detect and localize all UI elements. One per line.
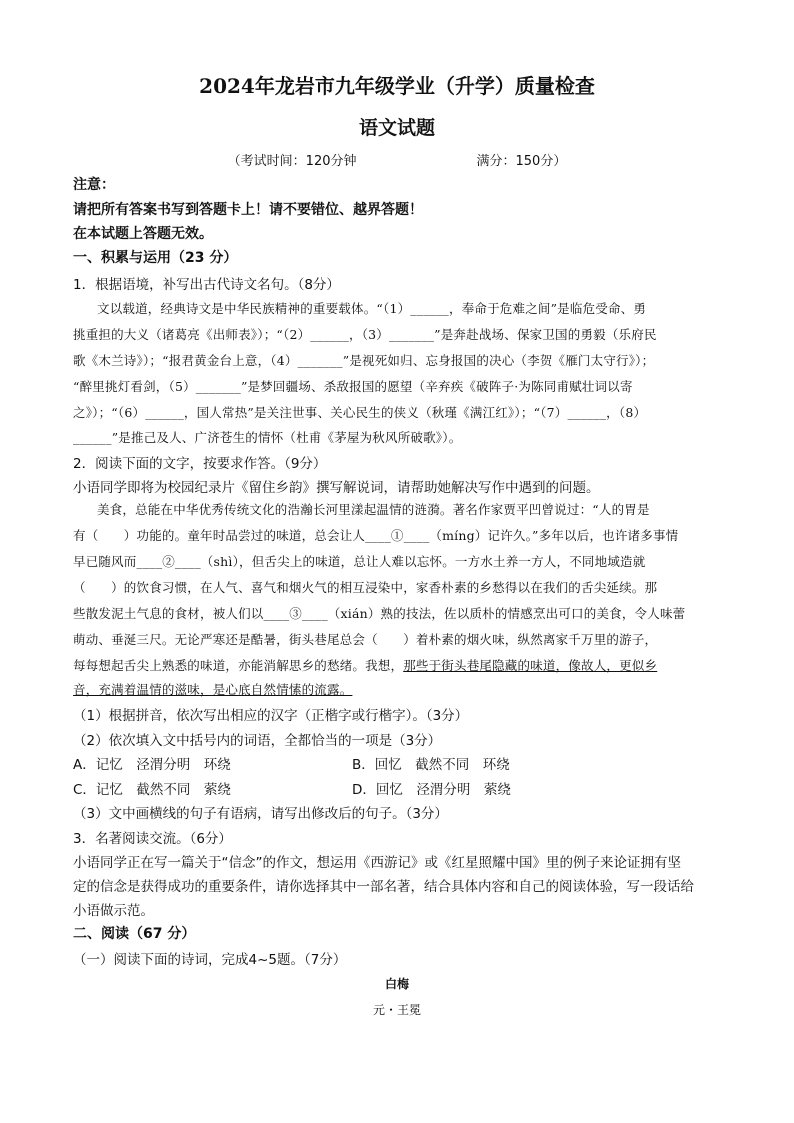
q2-passage-line: 早已随风而____②____（shì），但舌尖上的味道，总让人难以忘怀。一方水土养一方人，不同地域造就 (73, 554, 646, 569)
q2-passage-line: （ ）的饮食习惯，在人气、喜气和烟火气的相互浸染中，家香朴素的乡愁得以在我们的舌尖延续。那 (73, 580, 658, 595)
q2-sub1: （1）根据拼音，依次写出相应的汉字（正楷字或行楷字）。（3分） (73, 708, 469, 724)
poem-title: 白梅 (384, 977, 409, 991)
q1-line: 文以载道，经典诗文是中华民族精神的重要载体。“（1）______，奉命于危难之间”是临危受命、勇 (97, 301, 647, 316)
underlined-sentence: 那些于街头巷尾隐藏的味道，像故人，更似乡 (403, 658, 658, 673)
exam-title: 2024年龙岩市九年级学业（升学）质量检查 (199, 74, 595, 98)
q1-line: “醉里挑灯看剑，（5）_______”是梦回疆场、杀敌报国的愿望（辛弃疾《破阵子·为陈同甫赋壮词以寄 (73, 379, 633, 394)
q2-intro: 小语同学即将为校园纪录片《留住乡韵》撰写解说词，请帮助她解决写作中遇到的问题。 (73, 480, 600, 496)
q3-line: 定的信念是获得成功的重要条件，请你选择其中一部名著，结合具体内容和自己的阅读体验，写一段话给 (73, 879, 694, 895)
option-c: C．记忆 截然不同 萦绕 (73, 782, 231, 798)
q2-passage-line (73, 656, 733, 674)
q1-line: 挑重担的大义（诸葛亮《出师表》）；“（2）______，（3）_______”是奔赴战场、保家卫国的勇毅（乐府民 (73, 327, 657, 342)
part1-heading: 一、积累与运用（23 分） (73, 250, 238, 266)
q2-stem: 2．阅读下面的文字，按要求作答。（9分） (73, 456, 327, 472)
part2-heading: 二、阅读（67 分） (73, 926, 196, 942)
poem-author: 元・王冕 (372, 1003, 421, 1017)
q2-passage-line: 美食，总能在中华优秀传统文化的浩瀚长河里漾起温情的涟漪。著名作家贾平凹曾说过：“人的胃是 (97, 502, 650, 517)
notice-line-1: 请把所有答案书写到答题卡上！请不要错位、越界答题！ (73, 202, 423, 218)
q1-stem: 1．根据语境，补写出古代诗文名句。（8分） (73, 277, 340, 293)
exam-score: 满分：150分） (476, 154, 567, 169)
q1-line: 之》）；“（6）______，国人常热”是关注世事、关心民生的侠义（秋瑾《满江红》）；“（7）______，（8） (73, 405, 647, 420)
q3-line: 小语做示范。 (73, 903, 154, 919)
q2-passage-text: 每每想起舌尖上熟悉的味道，亦能消解思乡的愁绪。我想， (73, 658, 404, 673)
option-d: D．回忆 泾渭分明 萦绕 (352, 782, 511, 798)
q1-line: 歌《木兰诗》）；“报君黄金台上意，（4）_______”是视死如归、忘身报国的决心（李贺《雁门太守行》）； (73, 353, 655, 368)
q3-stem: 3．名著阅读交流。（6分） (73, 831, 232, 847)
q1-line: ______”是推己及人、广济苍生的情怀（杜甫《茅屋为秋风所破歌》）。 (73, 430, 462, 445)
q2-passage-line: 萌动、垂涎三尺。无论严寒还是酷暑，街头巷尾总会（ ）着朴素的烟火味，纵然离家千万里的游子， (73, 632, 658, 647)
q2-sub3: （3）文中画横线的句子有语病，请写出修改后的句子。（3分） (73, 806, 448, 822)
q3-line: 小语同学正在写一篇关于“信念”的作文，想运用《西游记》或《红星照耀中国》里的例子来论证拥有坚 (73, 855, 681, 871)
subject-title: 语文试题 (358, 117, 435, 139)
option-b: B．回忆 截然不同 环绕 (352, 757, 510, 773)
q2-sub2: （2）依次填入文中括号内的词语，全都恰当的一项是（3分） (73, 733, 442, 749)
notice-line-2: 在本试题上答题无效。 (73, 226, 213, 242)
part2-sub: （一）阅读下面的诗词，完成4~5题。（7分） (73, 952, 347, 968)
notice-label: 注意： (73, 177, 115, 193)
q2-passage-line: 有（ ）功能的。童年时品尝过的味道，总会让人____①____（míng）记许久。”多年以后，也许诸多事情 (73, 528, 679, 543)
underlined-sentence-end: 音，充满着温情的滋味，是心底自然情愫的流露。 (73, 682, 353, 697)
exam-time: （考试时间：120分钟 (227, 154, 357, 169)
exam-meta (0, 150, 794, 169)
option-a: A．记忆 泾渭分明 环绕 (73, 757, 231, 773)
q2-passage-line: 些散发泥土气息的食材，被人们以____③____（xián）熟的技法，佐以质朴的情感烹出可口的美食，令人味蕾 (73, 606, 686, 621)
